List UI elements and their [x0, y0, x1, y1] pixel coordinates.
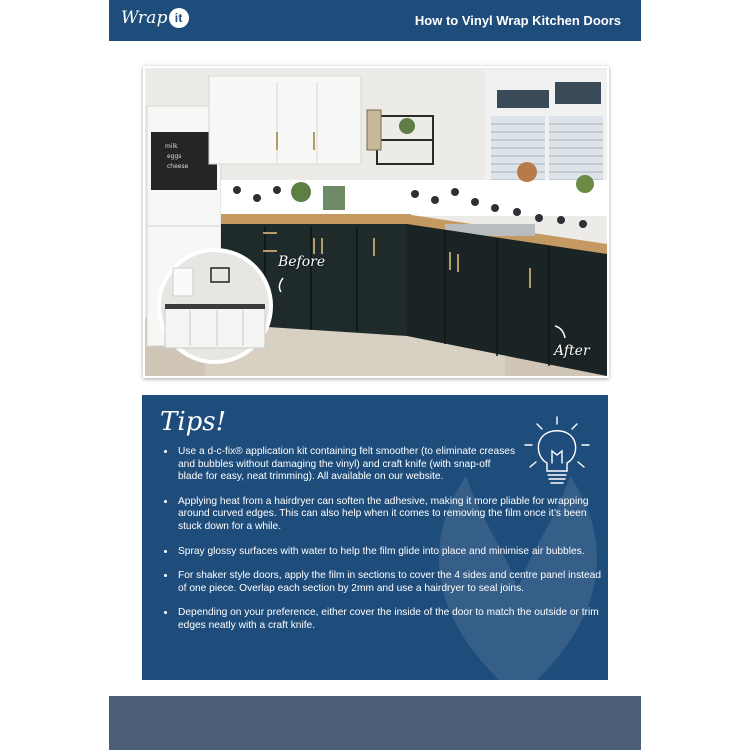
- after-label: After: [554, 343, 590, 359]
- tips-list: [160, 446, 606, 645]
- tips-title: Tips!: [160, 407, 227, 437]
- page-title: How to Vinyl Wrap Kitchen Doors: [414, 13, 621, 28]
- tips-panel: [142, 395, 608, 680]
- before-label: Before: [278, 254, 326, 270]
- chalkboard-line-1: milk: [165, 143, 178, 150]
- chalkboard-line-3: cheese: [167, 163, 189, 170]
- page-footer-band: [109, 696, 641, 750]
- tip-item: • For shaker style doors, apply the film in sections to cover the 4 sides and centre panel instead of one piece. Overlap each section by 2mm and use a hairdryer to seal joins.: [176, 570, 606, 595]
- kitchen-photo-frame: [143, 66, 609, 378]
- kitchen-photo: [145, 68, 607, 376]
- tip-item: • Depending on your preference, either cover the inside of the door to match the outside or trim edges neatly with a craft knife.: [176, 607, 606, 632]
- tip-item: • Spray glossy surfaces with water to help the film glide into place and minimise air bubbles.: [176, 546, 606, 559]
- page-header: [109, 0, 641, 41]
- wrapit-logo: Wrap it: [121, 8, 189, 28]
- chalkboard-line-2: eggs: [167, 153, 182, 160]
- tip-item: • Applying heat from a hairdryer can soften the adhesive, making it more pliable for wrapping around curved edges. This can also help when it comes to removing the film once it’s been stuck down for a while.: [176, 496, 606, 534]
- tip-item: • Use a d-c-fix® application kit containing felt smoother (to eliminate creases and bubbles without damaging the vinyl) and craft knife (with snap-off blade for easy, neat trimming). All available on our website.: [176, 446, 518, 484]
